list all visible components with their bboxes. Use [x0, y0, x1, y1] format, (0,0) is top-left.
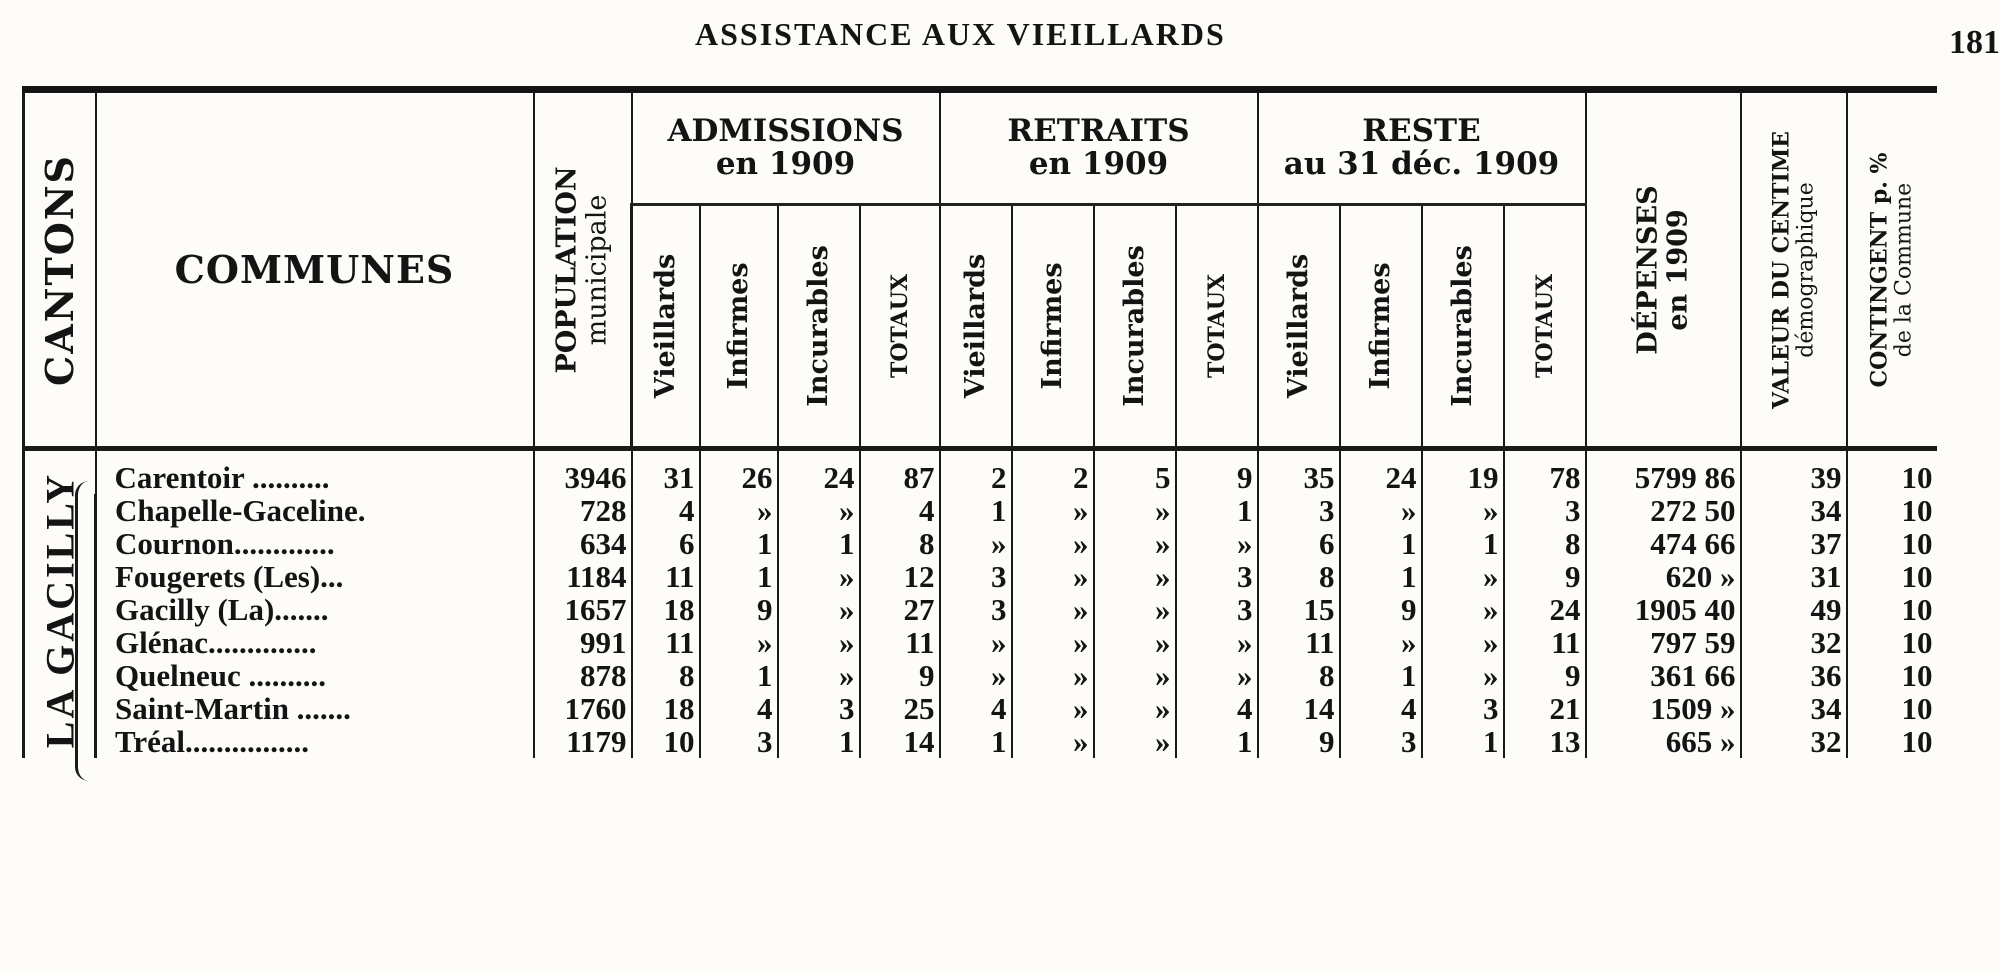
- cell-a-inc: 24: [778, 461, 860, 494]
- table-body: [24, 461, 1937, 758]
- table-row: [24, 593, 1937, 626]
- cell-r-tot: 9: [1176, 461, 1258, 494]
- cell-r-inc: »: [1094, 593, 1176, 626]
- cell-pop: 1657: [534, 593, 632, 626]
- cell-s-tot: 9: [1504, 560, 1586, 593]
- cell-r-v: 3: [940, 593, 1012, 626]
- cell-a-tot: 87: [860, 461, 940, 494]
- cell-cont: 10: [1847, 560, 1937, 593]
- commune-name: Cournon.............: [96, 527, 534, 560]
- cell-s-inf: 1: [1340, 659, 1422, 692]
- cell-cont: 10: [1847, 692, 1937, 725]
- cell-a-tot: 12: [860, 560, 940, 593]
- cell-s-inf: 9: [1340, 593, 1422, 626]
- cell-r-inc: »: [1094, 692, 1176, 725]
- cell-cont: 10: [1847, 626, 1937, 659]
- col-retraits-infirmes: Infirmes: [1012, 205, 1094, 449]
- cell-r-v: »: [940, 659, 1012, 692]
- cell-r-tot: »: [1176, 626, 1258, 659]
- cell-s-v: 35: [1258, 461, 1340, 494]
- cell-dep: 5799 86: [1586, 461, 1741, 494]
- cell-pop: 878: [534, 659, 632, 692]
- col-admissions-vieillards: Vieillards: [632, 205, 700, 449]
- cell-s-inf: »: [1340, 494, 1422, 527]
- cell-s-inf: 24: [1340, 461, 1422, 494]
- cell-r-tot: 3: [1176, 560, 1258, 593]
- cell-s-tot: 24: [1504, 593, 1586, 626]
- cell-r-inc: »: [1094, 494, 1176, 527]
- cell-pop: 634: [534, 527, 632, 560]
- cell-a-inc: »: [778, 626, 860, 659]
- cell-s-tot: 8: [1504, 527, 1586, 560]
- cell-a-v: 6: [632, 527, 700, 560]
- page-number: 181: [1949, 24, 2000, 61]
- cell-r-inc: »: [1094, 527, 1176, 560]
- cell-r-v: »: [940, 626, 1012, 659]
- commune-name: Glénac..............: [96, 626, 534, 659]
- commune-name: Tréal................: [96, 725, 534, 758]
- commune-name: Chapelle-Gaceline.: [96, 494, 534, 527]
- cell-s-inc: »: [1422, 626, 1504, 659]
- cell-cent: 49: [1741, 593, 1847, 626]
- cell-s-v: 9: [1258, 725, 1340, 758]
- cell-r-tot: »: [1176, 659, 1258, 692]
- cell-cent: 39: [1741, 461, 1847, 494]
- col-reste-totaux: TOTAUX: [1504, 205, 1586, 449]
- cell-a-inc: »: [778, 593, 860, 626]
- col-reste-vieillards: Vieillards: [1258, 205, 1340, 449]
- cell-s-v: 8: [1258, 659, 1340, 692]
- cell-s-inc: »: [1422, 494, 1504, 527]
- col-population: POPULATION municipale: [534, 90, 632, 449]
- col-communes: COMMUNES: [96, 90, 534, 449]
- cell-cont: 10: [1847, 659, 1937, 692]
- cell-cent: 32: [1741, 725, 1847, 758]
- cell-s-inf: »: [1340, 626, 1422, 659]
- cell-a-tot: 8: [860, 527, 940, 560]
- cell-r-v: 2: [940, 461, 1012, 494]
- cell-s-inc: 1: [1422, 725, 1504, 758]
- cell-cent: 34: [1741, 692, 1847, 725]
- cell-dep: 474 66: [1586, 527, 1741, 560]
- cell-dep: 797 59: [1586, 626, 1741, 659]
- col-reste-incurables: Incurables: [1422, 205, 1504, 449]
- cell-r-inf: »: [1012, 593, 1094, 626]
- col-retraits-vieillards: Vieillards: [940, 205, 1012, 449]
- group-admissions: ADMISSIONS en 1909: [632, 90, 940, 205]
- cell-r-v: 4: [940, 692, 1012, 725]
- cell-cont: 10: [1847, 494, 1937, 527]
- cell-r-tot: 1: [1176, 725, 1258, 758]
- cell-r-inc: »: [1094, 659, 1176, 692]
- col-valeur-centime: VALEUR DU CENTIME démographique: [1741, 90, 1847, 449]
- cell-a-inc: »: [778, 659, 860, 692]
- cell-a-inc: 1: [778, 527, 860, 560]
- cell-cent: 31: [1741, 560, 1847, 593]
- cell-a-inf: »: [700, 494, 778, 527]
- cell-dep: 272 50: [1586, 494, 1741, 527]
- cell-r-v: 3: [940, 560, 1012, 593]
- cell-pop: 991: [534, 626, 632, 659]
- cell-s-v: 15: [1258, 593, 1340, 626]
- col-admissions-totaux: TOTAUX: [860, 205, 940, 449]
- commune-name: Quelneuc ..........: [96, 659, 534, 692]
- table-row: [24, 494, 1937, 527]
- col-reste-infirmes: Infirmes: [1340, 205, 1422, 449]
- cell-pop: 728: [534, 494, 632, 527]
- cell-dep: 665 »: [1586, 725, 1741, 758]
- cell-cent: 36: [1741, 659, 1847, 692]
- commune-name: Carentoir ..........: [96, 461, 534, 494]
- cell-a-inc: 1: [778, 725, 860, 758]
- cell-a-v: 4: [632, 494, 700, 527]
- cell-s-inf: 3: [1340, 725, 1422, 758]
- cell-s-tot: 13: [1504, 725, 1586, 758]
- cell-a-inc: »: [778, 494, 860, 527]
- cell-s-inf: 4: [1340, 692, 1422, 725]
- cell-cent: 37: [1741, 527, 1847, 560]
- cell-a-inc: »: [778, 560, 860, 593]
- cell-cent: 32: [1741, 626, 1847, 659]
- cell-a-tot: 9: [860, 659, 940, 692]
- cell-a-inf: 1: [700, 527, 778, 560]
- cell-r-inc: »: [1094, 725, 1176, 758]
- cell-a-inf: 3: [700, 725, 778, 758]
- cell-a-tot: 27: [860, 593, 940, 626]
- cell-dep: 1905 40: [1586, 593, 1741, 626]
- cell-pop: 1184: [534, 560, 632, 593]
- cell-r-inf: »: [1012, 626, 1094, 659]
- cell-r-inf: »: [1012, 692, 1094, 725]
- group-reste: RESTE au 31 déc. 1909: [1258, 90, 1586, 205]
- cell-r-tot: 1: [1176, 494, 1258, 527]
- cell-s-tot: 78: [1504, 461, 1586, 494]
- cell-r-inc: »: [1094, 560, 1176, 593]
- cell-s-inc: 3: [1422, 692, 1504, 725]
- cell-a-tot: 25: [860, 692, 940, 725]
- cell-a-tot: 4: [860, 494, 940, 527]
- cell-s-v: 11: [1258, 626, 1340, 659]
- cell-s-inf: 1: [1340, 527, 1422, 560]
- cell-s-inc: »: [1422, 593, 1504, 626]
- cell-s-v: 6: [1258, 527, 1340, 560]
- cell-a-inf: »: [700, 626, 778, 659]
- cell-a-v: 11: [632, 560, 700, 593]
- cell-a-v: 31: [632, 461, 700, 494]
- page-header: [0, 10, 2000, 60]
- cell-s-v: 14: [1258, 692, 1340, 725]
- table-row: [24, 560, 1937, 593]
- cell-pop: 3946: [534, 461, 632, 494]
- table-row: [24, 461, 1937, 494]
- cell-cont: 10: [1847, 725, 1937, 758]
- cell-pop: 1179: [534, 725, 632, 758]
- cell-r-tot: 4: [1176, 692, 1258, 725]
- col-depenses: DÉPENSES en 1909: [1586, 90, 1741, 449]
- cell-s-inc: »: [1422, 560, 1504, 593]
- cell-a-v: 18: [632, 593, 700, 626]
- col-retraits-totaux: TOTAUX: [1176, 205, 1258, 449]
- cell-r-v: 1: [940, 725, 1012, 758]
- table-row: [24, 725, 1937, 758]
- cell-a-v: 10: [632, 725, 700, 758]
- cell-s-tot: 3: [1504, 494, 1586, 527]
- cell-a-v: 8: [632, 659, 700, 692]
- cell-a-inf: 26: [700, 461, 778, 494]
- table-row: [24, 626, 1937, 659]
- statistics-table: [22, 86, 1937, 758]
- table-row: [24, 659, 1937, 692]
- cell-r-v: »: [940, 527, 1012, 560]
- cell-a-inf: 4: [700, 692, 778, 725]
- cell-dep: 620 »: [1586, 560, 1741, 593]
- page-title: ASSISTANCE AUX VIEILLARDS: [695, 16, 1226, 52]
- col-cantons: CANTONS: [24, 90, 96, 449]
- cell-a-v: 11: [632, 626, 700, 659]
- col-admissions-incurables: Incurables: [778, 205, 860, 449]
- canton-brace: [75, 481, 92, 781]
- cell-r-inf: 2: [1012, 461, 1094, 494]
- cell-r-inc: 5: [1094, 461, 1176, 494]
- cell-r-inf: »: [1012, 494, 1094, 527]
- table-row: [24, 692, 1937, 725]
- cell-a-v: 18: [632, 692, 700, 725]
- canton-label: LA GACILLY: [37, 471, 82, 748]
- cell-s-inf: 1: [1340, 560, 1422, 593]
- commune-name: Gacilly (La).......: [96, 593, 534, 626]
- cell-a-tot: 14: [860, 725, 940, 758]
- cell-pop: 1760: [534, 692, 632, 725]
- cell-a-inf: 1: [700, 659, 778, 692]
- cell-s-v: 8: [1258, 560, 1340, 593]
- canton-cell: [24, 461, 96, 758]
- commune-name: Saint-Martin .......: [96, 692, 534, 725]
- cell-cent: 34: [1741, 494, 1847, 527]
- header-row-groups: [24, 90, 1937, 205]
- col-retraits-incurables: Incurables: [1094, 205, 1176, 449]
- col-contingent: CONTINGENT p. % de la Commune: [1847, 90, 1937, 449]
- cell-r-inf: »: [1012, 659, 1094, 692]
- cell-s-tot: 21: [1504, 692, 1586, 725]
- commune-name: Fougerets (Les)...: [96, 560, 534, 593]
- cell-s-inc: 1: [1422, 527, 1504, 560]
- cell-a-tot: 11: [860, 626, 940, 659]
- col-admissions-infirmes: Infirmes: [700, 205, 778, 449]
- cell-s-inc: 19: [1422, 461, 1504, 494]
- cell-r-inf: »: [1012, 560, 1094, 593]
- cell-cont: 10: [1847, 461, 1937, 494]
- cell-a-inf: 1: [700, 560, 778, 593]
- cell-cont: 10: [1847, 593, 1937, 626]
- cell-s-inc: »: [1422, 659, 1504, 692]
- group-retraits: RETRAITS en 1909: [940, 90, 1258, 205]
- cell-r-v: 1: [940, 494, 1012, 527]
- cell-r-tot: 3: [1176, 593, 1258, 626]
- cell-a-inf: 9: [700, 593, 778, 626]
- cell-r-inf: »: [1012, 527, 1094, 560]
- cell-cont: 10: [1847, 527, 1937, 560]
- cell-r-inf: »: [1012, 725, 1094, 758]
- cell-r-tot: »: [1176, 527, 1258, 560]
- cell-r-inc: »: [1094, 626, 1176, 659]
- cell-s-v: 3: [1258, 494, 1340, 527]
- cell-a-inc: 3: [778, 692, 860, 725]
- cell-dep: 361 66: [1586, 659, 1741, 692]
- table-row: [24, 527, 1937, 560]
- cell-s-tot: 11: [1504, 626, 1586, 659]
- cell-s-tot: 9: [1504, 659, 1586, 692]
- cell-dep: 1509 »: [1586, 692, 1741, 725]
